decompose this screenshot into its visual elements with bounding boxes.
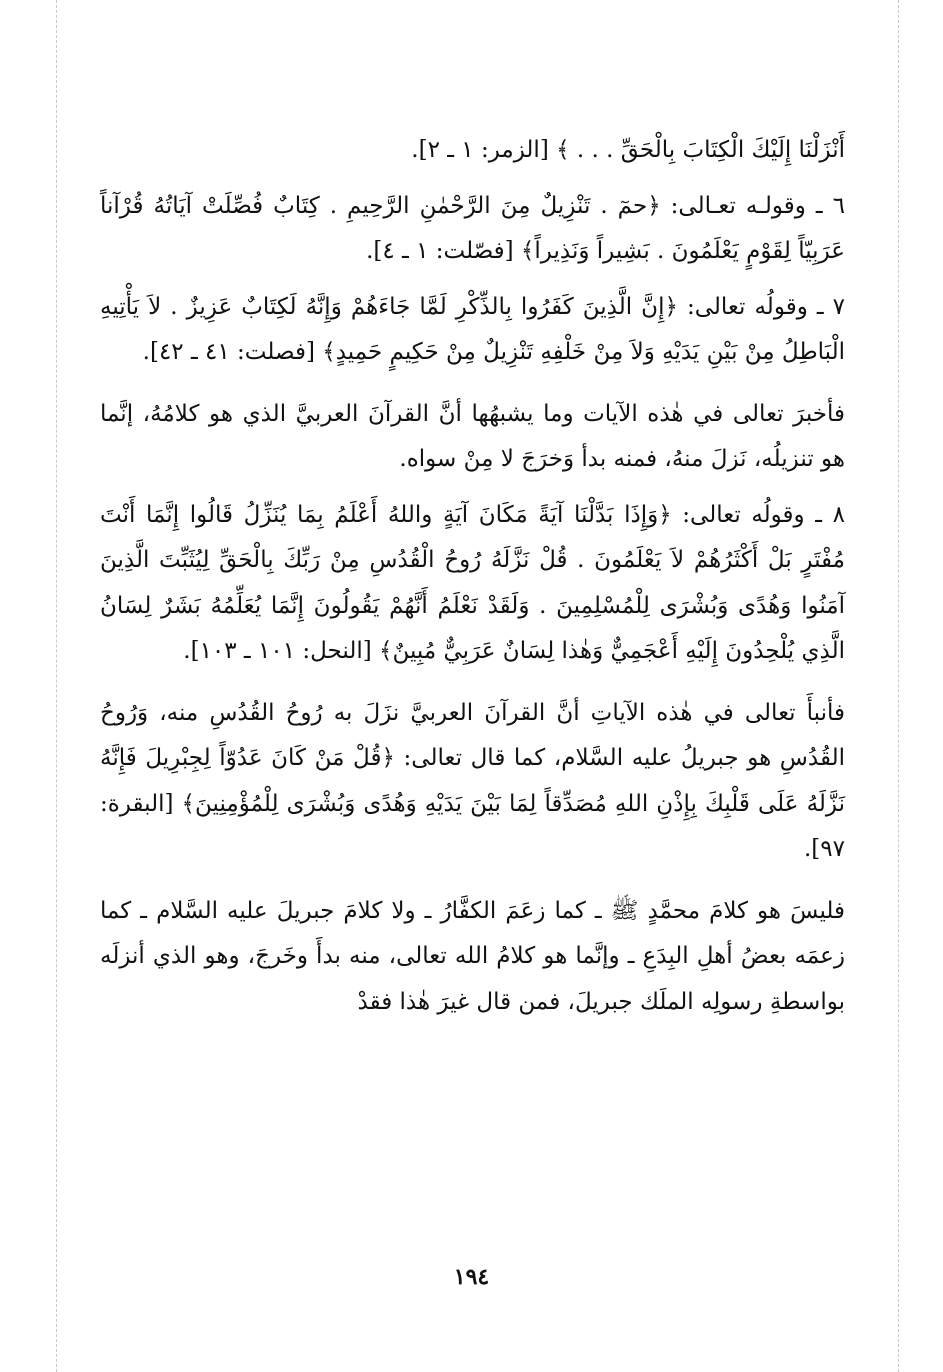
right-margin-guide	[898, 0, 899, 1372]
paragraph-verse-continuation: أَنْزَلْنَا إِلَيْكَ الْكِتَابَ بِالْحَقِّ . . . ﴾ [الزمر: ١ ـ ٢].	[411, 137, 845, 163]
page-number: ١٩٤	[453, 1264, 490, 1290]
paragraph-verse-7: ٧ ـ وقولُه تعالى: ﴿إِنَّ الَّذِينَ كَفَرُوا بِالذِّكْرِ لَمَّا جَاءَهُمْ وَإِنَّهُ لَكِتَابٌ عَزِيزٌ . لاَ يَأْتِيهِ الْبَاطِلُ مِنْ بَيْنِ يَدَيْهِ وَلاَ مِنْ خَلْفِهِ تَنْزِيلٌ مِنْ حَكِيمٍ حَمِيدٍ﴾ [فصلت: ٤١ ـ ٤٢].	[100, 293, 845, 365]
paragraph-commentary-1: فأخبرَ تعالى في هٰذه الآيات وما يشبهُها أنَّ القرآنَ العربيَّ الذي هو كلامُهُ، إنَّما هو تنزيلُه، نَزلَ منهُ، فمنه بدأ وَخرَجَ لا مِنْ سواه.	[100, 400, 845, 472]
paragraph-commentary-3: فليسَ هو كلامَ محمَّدٍ ﷺ ـ كما زعَمَ الكفَّارُ ـ ولا كلامَ جبريلَ عليه السَّلام ـ كما زعمَه بعضُ أهلِ البِدَعِ ـ وإنَّما هو كلامُ الله تعالى، منه بدأَ وخَرجَ، وهو الذي أنزلَه بواسطةِ رسولِه الملَك جبريلَ، فمن قال غيرَ هٰذا فقدْ	[100, 897, 845, 1015]
left-margin-guide	[56, 0, 57, 1372]
paragraph-commentary-2: فأنبأَ تعالى في هٰذه الآياتِ أنَّ القرآنَ العربيَّ نزَلَ به رُوحُ القُدُسِ منه، وَرُوحُ القُدُسِ هو جبريلُ عليه السَّلام، كما قال تعالى: ﴿قُلْ مَنْ كَانَ عَدُوّاً لِجِبْرِيلَ فَإِنَّهُ نَزَّلَهُ عَلَى قَلْبِكَ بِإِذْنِ اللهِ مُصَدِّقاً لِمَا بَيْنَ يَدَيْهِ وَهُدًى وَبُشْرَى لِلْمُؤْمِنِينَ﴾ [البقرة: ٩٧].	[100, 699, 845, 862]
paragraph-verse-6: ٦ ـ وقولـه تعـالى: ﴿حمٓ . تَنْزِيلٌ مِنَ الرَّحْمٰنِ الرَّحِيمِ . كِتَابٌ فُصِّلَتْ آيَاتُهُ قُرْآناً عَرَبِيّاً لِقَوْمٍ يَعْلَمُونَ . بَشِيراً وَنَذِيراً﴾ [فصّلت: ١ ـ ٤].	[100, 192, 845, 264]
body-text	[100, 128, 845, 1025]
paragraph-verse-8: ٨ ـ وقولُه تعالى: ﴿وَإِذَا بَدَّلْنَا آيَةً مَكَانَ آيَةٍ واللهُ أَعْلَمُ بِمَا يُنَزِّلُ قَالُوا إِنَّمَا أَنْتَ مُفْتَرٍ بَلْ أَكْثَرُهُمْ لاَ يَعْلَمُونَ . قُلْ نَزَّلَهُ رُوحُ الْقُدُسِ مِنْ رَبِّكَ بِالْحَقِّ لِيُثَبِّتَ الَّذِينَ آمَنُوا وَهُدًى وَبُشْرَى لِلْمُسْلِمِينَ . وَلَقَدْ نَعْلَمُ أَنَّهُمْ يَقُولُونَ إِنَّمَا يُعَلِّمُهُ بَشَرٌ لِسَانُ الَّذِي يُلْحِدُونَ إِلَيْهِ أَعْجَمِيٌّ وَهٰذا لِسَانٌ عَرَبِيٌّ مُبِينٌ﴾ [النحل: ١٠١ ـ ١٠٣].	[100, 501, 845, 664]
